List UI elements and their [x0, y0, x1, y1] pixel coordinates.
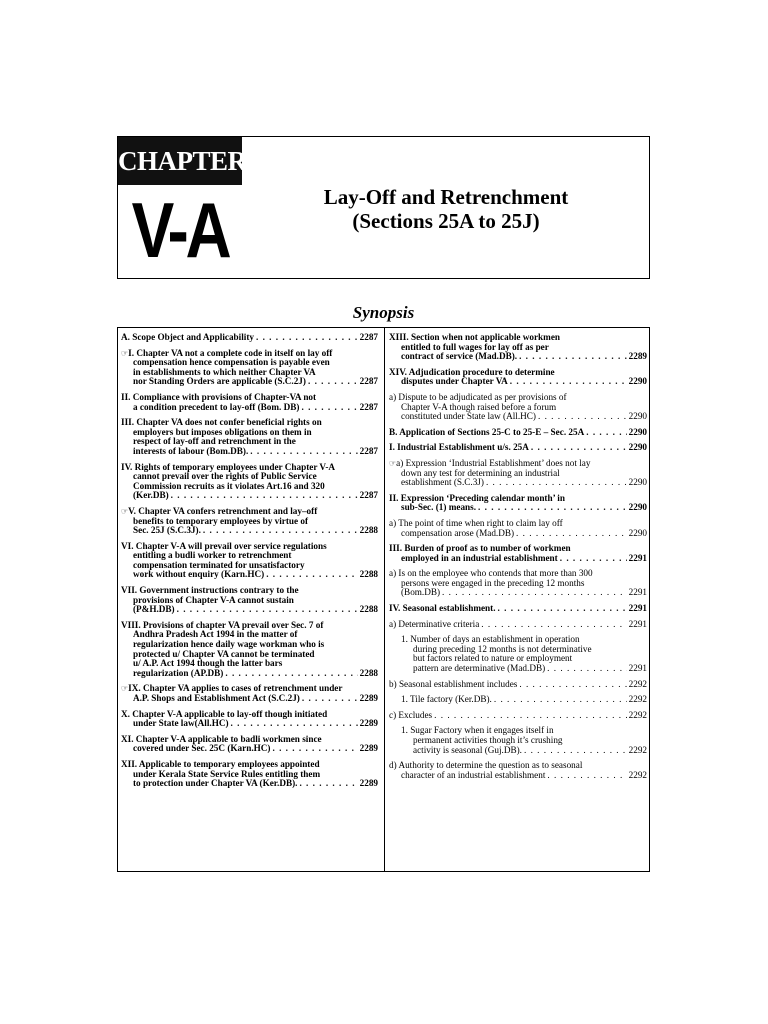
synopsis-entry-text: XIII. Section when not applicable workmen: [389, 332, 561, 342]
synopsis-entry-text: 1. Sugar Factory when it engages itself in: [401, 725, 554, 736]
synopsis-entry-text: Sec. 25J (S.C.3J).: [133, 525, 201, 536]
dot-leader: [432, 711, 627, 721]
synopsis-entry-text: regularization (AP.DB): [133, 667, 224, 678]
dot-leader: [514, 529, 627, 539]
synopsis-entry-text: (P&H.DB): [133, 604, 175, 615]
synopsis-entry-text: compensation hence compensation is payable even: [133, 357, 330, 368]
dot-leader: [517, 680, 626, 690]
synopsis-right-column: [389, 333, 647, 786]
synopsis-entry-text: (Bom.DB): [401, 587, 441, 598]
synopsis-left-column: [121, 333, 378, 795]
synopsis-entry-text: Chapter V-A though raised before a forum: [401, 401, 557, 412]
dot-leader: [536, 412, 627, 422]
synopsis-entry: [389, 519, 647, 538]
synopsis-entry: [121, 586, 378, 615]
dot-leader: [584, 428, 626, 438]
page-number: 2287: [359, 401, 378, 412]
synopsis-entry-text: entitling a budli worker to retrenchment: [133, 550, 292, 561]
page-number: 2292: [628, 769, 647, 780]
synopsis-entry-text: under State law(All.HC): [133, 718, 229, 729]
synopsis-entry-text: II. Expression ‘Preceding calendar month’ in: [389, 492, 565, 503]
synopsis-entry-text: pattern are determinative (Mad.DB): [413, 663, 546, 674]
synopsis-entry-text: ☞I. Chapter VA not a complete code in itself on lay off: [121, 347, 333, 358]
dot-leader: [229, 719, 358, 729]
synopsis-entry-text: 1. Tile factory (Ker.DB).: [401, 694, 492, 705]
synopsis-entry-text: but factors related to nature or employment: [413, 653, 573, 664]
dot-leader: [479, 620, 626, 630]
dot-leader: [517, 352, 627, 362]
synopsis-entry-text: compensation arose (Mad.DB): [401, 527, 515, 538]
synopsis-entry: [121, 710, 378, 729]
pointing-hand-icon: ☞: [121, 684, 129, 694]
dot-leader: [248, 447, 357, 457]
synopsis-entry-text: c) Excludes: [389, 709, 433, 720]
synopsis-entry-text: activity is seasonal (Guj.DB).: [413, 744, 522, 755]
chapter-title-line2: (Sections 25A to 25J): [352, 209, 540, 233]
synopsis-entry-text: XI. Chapter V-A applicable to badli workmen since: [121, 733, 322, 744]
synopsis-entry-text: under Kerala State Service Rules entitling them: [133, 768, 321, 779]
page-number: 2287: [359, 445, 378, 456]
synopsis-entry: [121, 760, 378, 789]
synopsis-entry-text: IV. Seasonal establishment.: [389, 603, 496, 614]
dot-leader: [496, 604, 627, 614]
synopsis-entry: [389, 695, 647, 705]
synopsis-entry-text: B. Application of Sections 25-C to 25-E – Sec. 25A: [389, 426, 585, 437]
page-number: 2289: [359, 778, 378, 789]
synopsis-entry: [389, 604, 647, 614]
synopsis-entry: [389, 569, 647, 598]
page-number: 2287: [359, 332, 378, 342]
synopsis-entry: [121, 684, 378, 703]
dot-leader: [297, 779, 357, 789]
synopsis-entry-text: covered under Sec. 25C (Karn.HC): [133, 743, 271, 754]
synopsis-entry: [121, 507, 378, 536]
synopsis-entry-text: VI. Chapter V-A will prevail over service regulations: [121, 540, 327, 551]
dot-leader: [223, 669, 357, 679]
synopsis-entry-text: during preceding 12 months is not determinative: [413, 643, 592, 654]
synopsis-entry-text: respect of lay-off and retrenchment in the: [133, 436, 296, 447]
synopsis-entry: [389, 459, 647, 488]
synopsis-entry: [121, 333, 378, 343]
dot-leader: [169, 491, 358, 501]
chapter-number: V-A: [131, 186, 229, 274]
chapter-title-line1: Lay-Off and Retrenchment: [323, 185, 569, 209]
page-number: 2291: [628, 587, 647, 598]
synopsis-table: [117, 327, 650, 872]
page-number: 2292: [628, 709, 647, 720]
synopsis-entry-text: contract of service (Mad.DB).: [401, 351, 518, 362]
synopsis-entry: [389, 333, 647, 362]
synopsis-entry: [121, 393, 378, 412]
synopsis-entry: [121, 463, 378, 501]
dot-leader: [299, 403, 357, 413]
synopsis-entry: [121, 349, 378, 387]
synopsis-entry-text: interests of labour (Bom.DB).: [133, 445, 249, 456]
dot-leader: [508, 377, 627, 387]
synopsis-entry-text: 1. Number of days an establishment in operation: [401, 634, 580, 645]
synopsis-entry: [121, 735, 378, 754]
page-number: 2292: [628, 694, 647, 705]
synopsis-entry: [389, 711, 647, 721]
synopsis-entry-text: a condition precedent to lay-off (Bom. DB): [133, 401, 300, 412]
synopsis-entry-text: A. Scope Object and Applicability: [121, 332, 254, 342]
page-number: 2290: [628, 376, 647, 387]
page-number: 2291: [628, 663, 647, 674]
dot-leader: [545, 771, 626, 781]
synopsis-entry-text: regularization hence daily wage workman who is: [133, 639, 325, 650]
synopsis-entry-text: entitled to full wages for lay off as per: [401, 341, 549, 352]
page-number: 2289: [628, 351, 647, 362]
synopsis-entry-text: employers but imposes obligations on them in: [133, 426, 312, 437]
page-number: 2290: [628, 502, 647, 513]
synopsis-entry: [389, 761, 647, 780]
synopsis-entry: [389, 680, 647, 690]
dot-leader: [440, 588, 627, 598]
pointing-hand-icon: ☞: [389, 458, 397, 468]
synopsis-entry-text: employed in an industrial establishment: [401, 552, 558, 563]
page-number: 2288: [359, 667, 378, 678]
dot-leader: [306, 377, 358, 387]
synopsis-entry-text: benefits to temporary employees by virtue of: [133, 515, 309, 526]
synopsis-entry-text: III. Chapter VA does not confer beneficial rights on: [121, 417, 322, 428]
synopsis-entry-text: u/ A.P. Act 1994 though the latter bars: [133, 658, 283, 669]
page-number: 2289: [359, 743, 378, 754]
synopsis-entry-text: X. Chapter V-A applicable to lay-off though initiated: [121, 708, 328, 719]
page-number: 2287: [359, 490, 378, 501]
synopsis-entry-text: in establishments to which neither Chapter VA: [133, 366, 316, 377]
page-number: 2292: [628, 744, 647, 755]
chapter-badge: [118, 137, 247, 278]
page-number: 2290: [628, 411, 647, 422]
synopsis-entry-text: to protection under Chapter VA (Ker.DB).: [133, 778, 298, 789]
synopsis-entry: [389, 620, 647, 630]
synopsis-entry-text: establishment (S.C.3J): [401, 477, 484, 488]
dot-leader: [484, 478, 627, 488]
page-number: 2291: [628, 603, 647, 614]
synopsis-entry-text: I. Industrial Establishment u/s. 25A: [389, 442, 529, 453]
dot-leader: [270, 744, 357, 754]
synopsis-entry-text: a) Dispute to be adjudicated as per provisions of: [389, 391, 567, 402]
synopsis-entry-text: down any test for determining an industrial: [401, 467, 560, 478]
page-number: 2290: [628, 477, 647, 488]
synopsis-entry-text: constituted under State law (All.HC): [401, 411, 536, 422]
synopsis-entry-text: permanent activities though it’s crushing: [413, 735, 563, 745]
synopsis-entry-text: character of an industrial establishment: [401, 769, 546, 780]
page-number: 2287: [359, 376, 378, 387]
synopsis-entry-text: (Ker.DB): [133, 490, 169, 501]
synopsis-entry-text: sub-Sec. (1) means.: [401, 502, 477, 513]
synopsis-entry-text: VII. Government instructions contrary to the: [121, 585, 299, 596]
synopsis-entry-text: XIV. Adjudication procedure to determine: [389, 366, 555, 377]
synopsis-entry: [121, 542, 378, 580]
synopsis-entry: [389, 368, 647, 387]
synopsis-entry-text: b) Seasonal establishment includes: [389, 678, 518, 689]
chapter-title: [242, 185, 650, 233]
dot-leader: [175, 605, 358, 615]
synopsis-entry-text: a) Determinative criteria: [389, 618, 480, 629]
synopsis-entry: [389, 494, 647, 513]
page-number: 2290: [628, 426, 647, 437]
synopsis-entry-text: III. Burden of proof as to number of workmen: [389, 543, 571, 554]
page-number: 2289: [359, 718, 378, 729]
synopsis-entry: [389, 726, 647, 755]
synopsis-entry-text: a) The point of time when right to claim lay off: [389, 517, 563, 528]
column-divider: [384, 328, 385, 871]
dot-leader: [264, 570, 357, 580]
synopsis-entry-text: d) Authority to determine the question as to seasonal: [389, 760, 583, 771]
pointing-hand-icon: ☞: [121, 506, 129, 516]
dot-leader: [522, 746, 627, 756]
page-number: 2291: [628, 618, 647, 629]
synopsis-entry-text: persons were engaged in the preceding 12 months: [401, 577, 585, 588]
page-number: 2288: [359, 525, 378, 536]
dot-leader: [529, 443, 627, 453]
synopsis-entry: [389, 635, 647, 673]
synopsis-entry-text: cannot prevail over the rights of Public Service: [133, 471, 317, 482]
dot-leader: [492, 695, 627, 705]
synopsis-entry-text: A.P. Shops and Establishment Act (S.C.2J): [133, 693, 300, 703]
dot-leader: [254, 333, 358, 343]
synopsis-entry-text: compensation terminated for unsatisfactory: [133, 559, 305, 570]
synopsis-entry-text: IV. Rights of temporary employees under Chapter V-A: [121, 461, 336, 472]
synopsis-entry-text: ☞IX. Chapter VA applies to cases of retrenchment under: [121, 683, 343, 694]
synopsis-entry: [121, 418, 378, 456]
page-number: 2292: [628, 678, 647, 689]
synopsis-heading: Synopsis: [352, 303, 415, 322]
dot-leader: [201, 526, 358, 536]
page-number: 2288: [359, 569, 378, 580]
dot-leader: [300, 694, 358, 704]
page-number: 2291: [628, 552, 647, 563]
chapter-header-box: [117, 136, 650, 279]
synopsis-entry-text: protected u/ Chapter VA cannot be terminated: [133, 648, 315, 659]
synopsis-entry-text: disputes under Chapter VA: [401, 376, 508, 387]
synopsis-entry-text: II. Compliance with provisions of Chapter-VA not: [121, 391, 317, 402]
page-number: 2290: [628, 442, 647, 453]
synopsis-entry-text: a) Is on the employee who contends that more than 300: [389, 568, 593, 579]
synopsis-entry: [121, 621, 378, 679]
dot-leader: [476, 503, 627, 513]
synopsis-entry-text: XII. Applicable to temporary employees appointed: [121, 758, 320, 769]
synopsis-entry-text: VIII. Provisions of chapter VA prevail over Sec. 7 of: [121, 619, 324, 630]
page-number: 2290: [628, 527, 647, 538]
synopsis-entry: [389, 428, 647, 438]
synopsis-entry-text: nor Standing Orders are applicable (S.C.2J): [133, 376, 306, 387]
synopsis-entry: [389, 393, 647, 422]
synopsis-entry-text: ☞V. Chapter VA confers retrenchment and lay–off: [121, 505, 318, 516]
synopsis-entry: [389, 443, 647, 453]
synopsis-entry-text: Andhra Pradesh Act 1994 in the matter of: [133, 629, 298, 640]
dot-leader: [545, 664, 626, 674]
synopsis-entry-text: Commission recruits as it violates Art.16 and 320: [133, 480, 325, 491]
synopsis-entry-text: work without enquiry (Karn.HC): [133, 569, 265, 580]
pointing-hand-icon: ☞: [121, 348, 129, 358]
synopsis-entry: [389, 544, 647, 563]
page-number: 2289: [359, 693, 378, 703]
chapter-label: CHAPTER: [118, 137, 242, 185]
dot-leader: [558, 554, 627, 564]
synopsis-entry-text: provisions of Chapter V-A cannot sustain: [133, 594, 294, 605]
synopsis-entry-text: ☞a) Expression ‘Industrial Establishment’ does not lay: [389, 457, 591, 468]
page-number: 2288: [359, 604, 378, 615]
